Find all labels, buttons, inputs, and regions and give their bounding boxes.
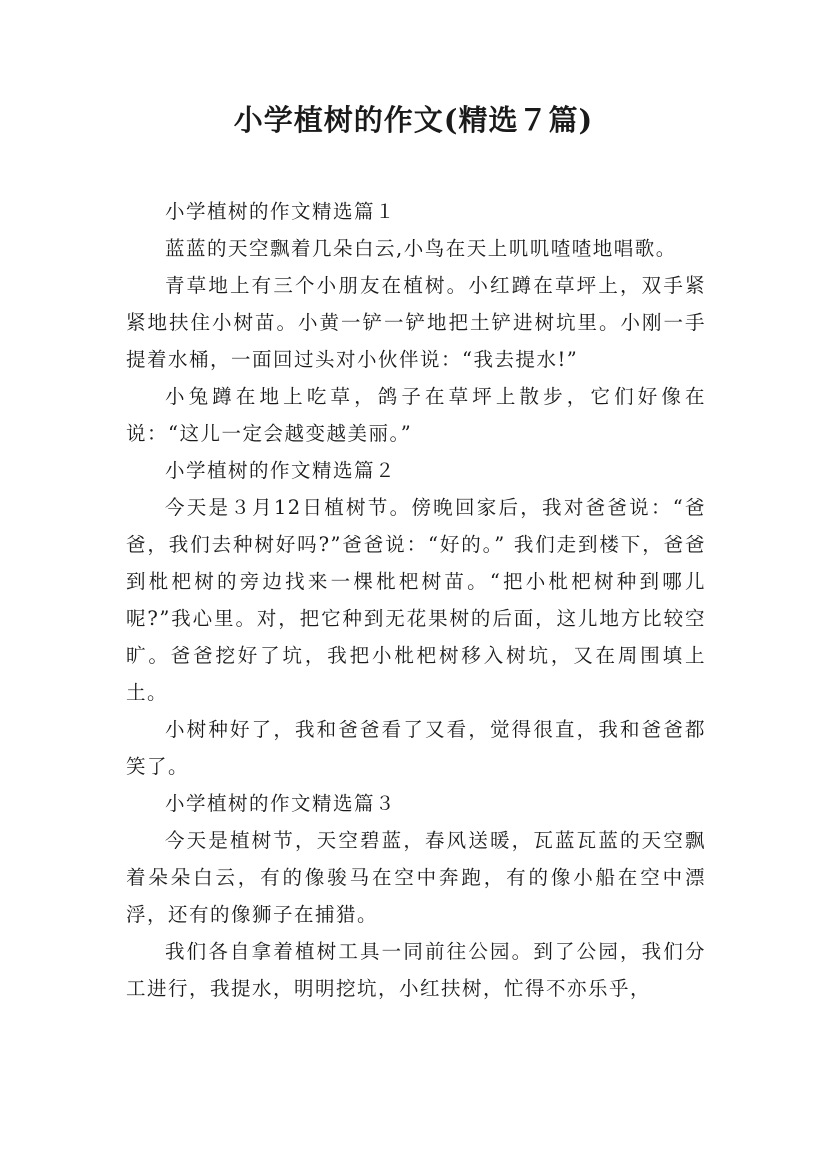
paragraph: 今天是植树节，天空碧蓝，春风送暖，瓦蓝瓦蓝的天空飘着朵朵白云，有的像骏马在空中奔跑，有的像小船在空中漂浮，还有的像狮子在捕猎。 xyxy=(126,829,706,926)
paragraph: 小树种好了，我和爸爸看了又看，觉得很直，我和爸爸都笑了。 xyxy=(126,718,706,778)
paragraph: 今天是３月12日植树节。傍晚回家后，我对爸爸说：“爸爸，我们去种树好吗?”爸爸说：“好的。” 我们走到楼下，爸爸到枇杷树的旁边找来一棵枇杷树苗。“把小枇杷树种到哪儿呢?”我心里。对，把它种到无花果树的后面，这儿地方比较空旷。爸爸挖好了坑，我把小枇杷树移入树坑，又在周围填上土。 xyxy=(126,496,706,704)
paragraph: 蓝蓝的天空飘着几朵白云,小鸟在天上叽叽喳喳地唱歌。 xyxy=(165,237,677,260)
section-heading-2: 小学植树的作文精选篇２ xyxy=(165,459,397,482)
section-heading-3: 小学植树的作文精选篇３ xyxy=(165,792,397,815)
document-body xyxy=(126,193,706,1007)
paragraph: 我们各自拿着植树工具一同前往公园。到了公园，我们分工进行，我提水，明明挖坑，小红扶树，忙得不亦乐乎， xyxy=(126,940,706,1000)
section-heading-1: 小学植树的作文精选篇１ xyxy=(165,200,397,223)
document-title: 小学植树的作文(精选７篇) xyxy=(233,103,594,137)
paragraph: 小兔蹲在地上吃草，鸽子在草坪上散步，它们好像在说：“这儿一定会越变越美丽。” xyxy=(126,385,706,445)
paragraph: 青草地上有三个小朋友在植树。小红蹲在草坪上，双手紧紧地扶住小树苗。小黄一铲一铲地把土铲进树坑里。小刚一手提着水桶，一面回过头对小伙伴说：“我去提水!” xyxy=(126,274,706,371)
